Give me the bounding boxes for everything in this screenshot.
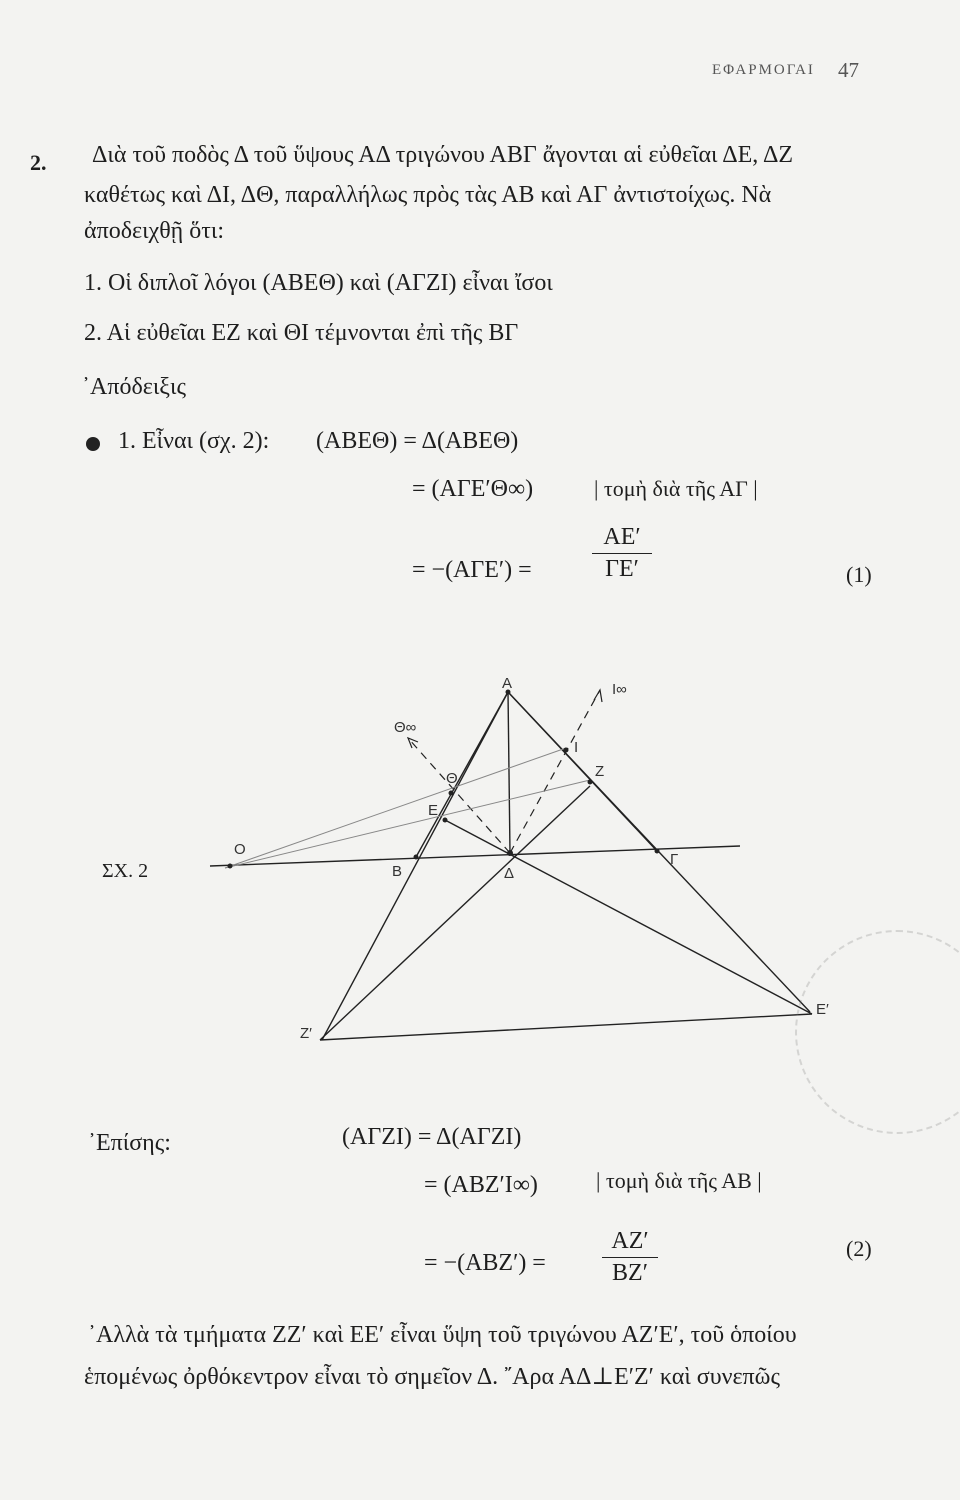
line-o-i xyxy=(225,748,566,868)
line-bg xyxy=(210,846,740,866)
problem-text-line-2: καθέτως καὶ ΔΙ, ΔΘ, παραλλήλως πρὸς τὰς ΑΒ καὶ ΑΓ ἀντιστοίχως. Νὰ xyxy=(84,182,772,208)
label-i: Ι xyxy=(574,739,579,756)
equation-number-1: (1) xyxy=(846,562,872,587)
page-number: 47 xyxy=(838,58,859,82)
line-e-ep xyxy=(445,820,812,1014)
line-o-z xyxy=(225,780,590,868)
label-z: Ζ xyxy=(595,763,605,780)
proof-line3: = −(ΑΓΕ′) = xyxy=(412,557,532,583)
label-e: Ε xyxy=(428,802,439,819)
label-th: Θ xyxy=(446,770,458,787)
label-g: Γ xyxy=(670,851,679,868)
equation-number-2: (2) xyxy=(846,1236,872,1261)
point-g xyxy=(655,849,660,854)
proof-line1-right: (ΑΒΕΘ) = Δ(ΑΒΕΘ) xyxy=(316,428,519,454)
fraction-1-denominator: ΓΕ′ xyxy=(605,556,639,582)
also-heading: ᾿Επίσης: xyxy=(88,1130,171,1156)
label-b: Β xyxy=(392,863,403,880)
point-z xyxy=(588,780,593,785)
running-header-title: ΕΦΑΡΜΟΓΑΙ xyxy=(712,62,815,78)
also-line2: = (ΑΒΖ′Ι∞) xyxy=(424,1172,538,1198)
also-line1: (ΑΓΖΙ) = Δ(ΑΓΖΙ) xyxy=(342,1124,522,1150)
proof-heading: ᾿Απόδειξις xyxy=(82,374,186,400)
problem-text-line-3: ἀποδειχθῇ ὅτι: xyxy=(84,218,225,244)
label-th-infinity: Θ∞ xyxy=(394,719,417,736)
line-dth-parallel xyxy=(408,738,510,853)
label-d: Δ xyxy=(504,865,515,882)
fraction-2-bar xyxy=(602,1257,658,1258)
closing-line-1: ᾿Αλλὰ τὰ τμήματα ΖΖ′ καὶ ΕΕ′ εἶναι ὕψη τοῦ τριγώνου ΑΖ′Ε′, τοῦ ὁποίου xyxy=(88,1322,797,1348)
fraction-2 xyxy=(602,1228,658,1287)
point-b xyxy=(414,855,419,860)
altitude-ad xyxy=(508,692,510,853)
problem-item-2: 2. Αἱ εὐθεῖαι ΕΖ καὶ ΘΙ τέμνονται ἐπὶ τῆς ΒΓ xyxy=(84,320,519,346)
label-o: Ο xyxy=(234,841,246,858)
label-i-infinity: Ι∞ xyxy=(612,681,627,698)
also-line2-note: | τομὴ διὰ τῆς ΑΒ | xyxy=(596,1168,762,1193)
also-line3: = −(ΑΒΖ′) = xyxy=(424,1250,546,1276)
line-di-parallel xyxy=(510,690,600,853)
arrow-i-infinity-icon xyxy=(594,690,602,702)
proof-line2-note: | τομὴ διὰ τῆς ΑΓ | xyxy=(594,476,758,501)
label-a: Α xyxy=(502,675,513,692)
label-zp: Ζ′ xyxy=(300,1025,312,1042)
point-e xyxy=(443,818,448,823)
side-azp xyxy=(322,692,508,1040)
problem-text-line-1: Διὰ τοῦ ποδὸς Δ τοῦ ὕψους ΑΔ τριγώνου ΑΒΓ ἄγονται αἱ εὐθεῖαι ΔΕ, ΔΖ xyxy=(92,142,794,168)
fraction-1-numerator: ΑΕ′ xyxy=(603,524,641,550)
proof-line2: = (ΑΓΕ′Θ∞) xyxy=(412,476,534,502)
fraction-2-denominator: ΒΖ′ xyxy=(612,1260,648,1286)
fraction-2-numerator: ΑΖ′ xyxy=(611,1228,649,1254)
label-ep: Ε′ xyxy=(816,1001,829,1018)
proof-line1-left: 1. Εἶναι (σχ. 2): xyxy=(118,428,270,454)
side-zpep xyxy=(320,1014,812,1040)
figure-caption: ΣΧ. 2 xyxy=(102,860,149,882)
line-z-zp xyxy=(320,786,590,1040)
problem-number: 2. xyxy=(30,150,47,175)
point-d xyxy=(507,850,513,856)
point-th xyxy=(449,791,454,796)
closing-line-2: ἑπομένως ὀρθόκεντρον εἶναι τὸ σημεῖον Δ. ῎Αρα ΑΔ⊥Ε′Ζ′ καὶ συνεπῶς xyxy=(84,1364,780,1390)
problem-item-1: 1. Οἱ διπλοῖ λόγοι (ΑΒΕΘ) καὶ (ΑΓΖΙ) εἶναι ἴσοι xyxy=(84,270,553,296)
point-o xyxy=(228,864,233,869)
point-i xyxy=(564,748,569,753)
